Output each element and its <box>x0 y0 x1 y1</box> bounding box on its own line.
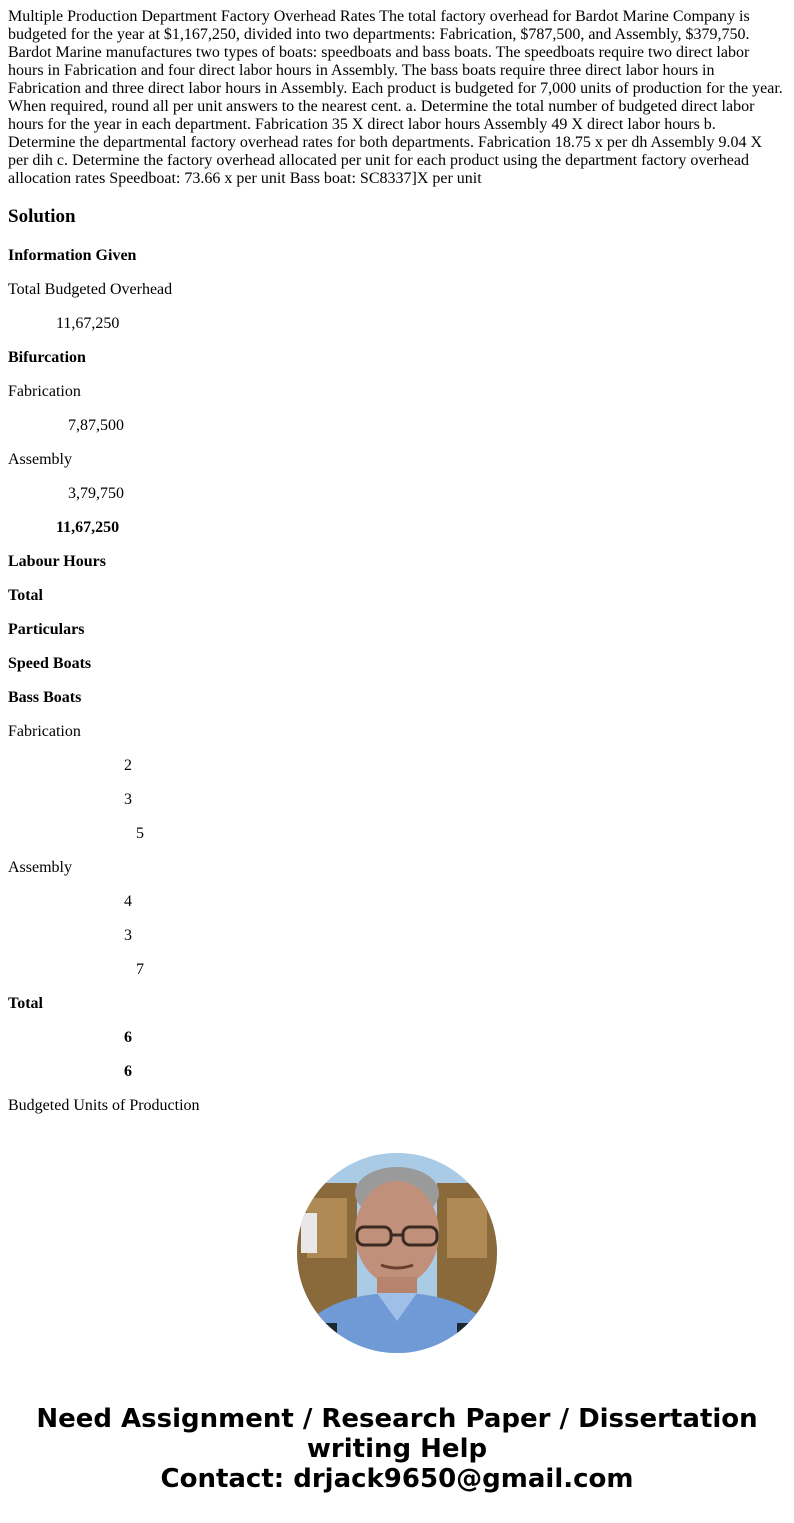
info-given-heading: Information Given <box>8 247 137 264</box>
total-bass-hours: 6 <box>124 1063 132 1080</box>
assembly-label: Assembly <box>8 451 72 468</box>
question-text: Multiple Production Department Factory Overhead Rates The total factory overhead for Bardot Marine Company is budgeted for the year at $1,167,250, divided into two departments: Fabrication, $787,500, and Assembly, $379,750. Bardot Marine manufactures two types of boats: speedboats and bass boats. The speedboats require two direct labor hours in Fabrication and four direct labor hours in Assembly. The bass boats require three direct labor hours in Fabrication and three direct labor hours in Assembly. Each product is budgeted for 7,000 units of production for the year. When required, round all per unit answers to the nearest cent. a. Determine the total number of budgeted direct labor hours for the year in each department. Fabrication 35 X direct labor hours Assembly 49 X direct labor hours b. Determine the departmental factory overhead rates for both departments. Fabrication 18.75 x per dh Assembly 9.04 X per dih c. Determine the factory overhead allocated per unit for each product using the department factory overhead allocation rates Speedboat: 73.66 x per unit Bass boat: SC8337]X per unit <box>8 8 783 187</box>
speed-boats-header: Speed Boats <box>8 655 92 672</box>
fabrication-row-label: Fabrication <box>8 723 81 740</box>
promo-banner <box>0 1404 794 1494</box>
total-row-label: Total <box>8 995 43 1012</box>
promo-line-1: Need Assignment / Research Paper / Dissertation <box>36 1404 758 1434</box>
bass-boats-header: Bass Boats <box>8 689 82 706</box>
document-body <box>8 8 786 1114</box>
total-budgeted-overhead-value: 11,67,250 <box>56 315 120 332</box>
fabrication-value: 7,87,500 <box>68 417 124 434</box>
fabrication-bass-hours: 3 <box>124 791 132 808</box>
fabrication-label: Fabrication <box>8 383 81 400</box>
fabrication-speed-hours: 2 <box>124 757 132 774</box>
assembly-value: 3,79,750 <box>68 485 124 502</box>
avatar <box>297 1153 497 1353</box>
bifurcation-heading: Bifurcation <box>8 349 86 366</box>
assembly-row-label: Assembly <box>8 859 72 876</box>
assembly-total-hours: 7 <box>136 961 144 978</box>
promo-line-2: writing Help <box>306 1434 488 1464</box>
labour-hours-heading: Labour Hours <box>8 553 106 570</box>
total-header: Total <box>8 587 43 604</box>
particulars-header: Particulars <box>8 621 85 638</box>
promo-contact: Contact: drjack9650@gmail.com <box>160 1464 634 1494</box>
solution-heading: Solution <box>8 206 76 227</box>
budgeted-units-label: Budgeted Units of Production <box>8 1097 200 1114</box>
total-speed-hours: 6 <box>124 1029 132 1046</box>
fabrication-total-hours: 5 <box>136 825 144 842</box>
total-budgeted-overhead-label: Total Budgeted Overhead <box>8 281 173 298</box>
assembly-bass-hours: 3 <box>124 927 132 944</box>
assembly-speed-hours: 4 <box>124 893 132 910</box>
person-photo-icon <box>297 1153 497 1353</box>
bifurcation-total: 11,67,250 <box>56 519 120 536</box>
